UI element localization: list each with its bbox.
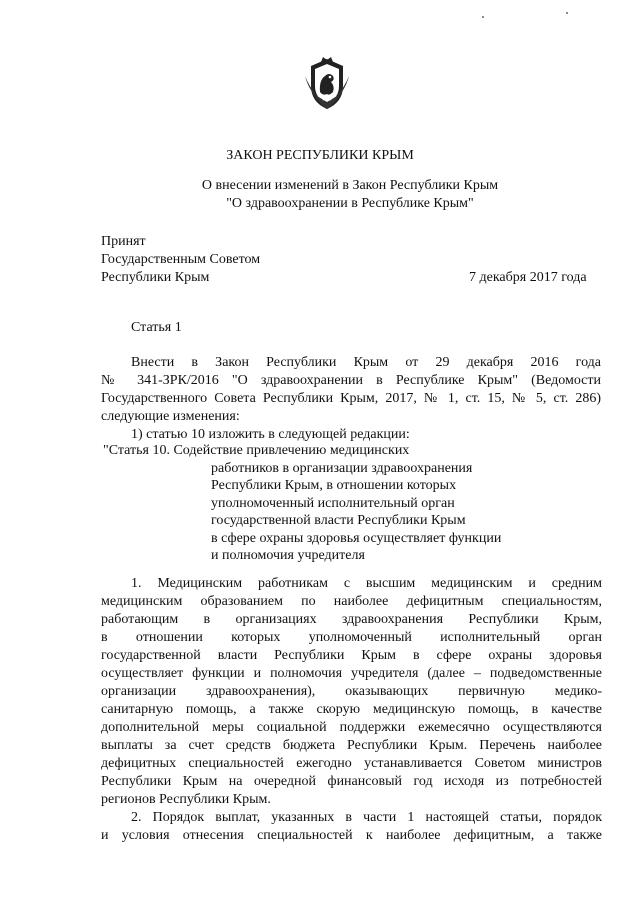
law-subtitle-line-1: О внесении изменений в Закон Республики Крым: [201, 178, 499, 193]
scan-speck: [482, 16, 484, 18]
paragraph-line: государственной власти Республики Крым в сфере охраны здоровья: [101, 648, 602, 663]
paragraph-line: санитарную помощь, а также скорую медицинскую помощь, в качестве: [101, 702, 602, 717]
adopted-by-council: Государственным Советом: [101, 252, 261, 267]
paragraph-line: Республики Крым на очередной финансовый год исходя из потребностей: [101, 774, 602, 789]
article-10-title-line: и полномочия учредителя: [211, 548, 365, 563]
paragraph-line: дефицитных специальностей ежегодно устанавливается Советом министров: [101, 756, 602, 771]
paragraph-line: осуществляет функции и полномочия учредителя (далее – подведомственные: [101, 666, 602, 681]
article-10-title-line: "Статья 10. Содействие привлечению медицинских: [103, 443, 410, 458]
law-subtitle-line-2: "О здравоохранении в Республике Крым": [226, 196, 474, 211]
article-10-title: [103, 442, 501, 565]
paragraph-line: следующие изменения:: [101, 409, 240, 424]
paragraph-line: дополнительной меры социальной поддержки ежемесячно осуществляются: [101, 720, 602, 735]
amendment-item-1: 1) статью 10 изложить в следующей редакции:: [131, 427, 410, 442]
article-10-title-line: уполномоченный исполнительный орган: [211, 495, 455, 511]
paragraph-line: 1. Медицинским работникам с высшим медицинским и средним: [131, 576, 602, 591]
scan-speck: [566, 12, 568, 14]
paragraph-line: 2. Порядок выплат, указанных в части 1 настоящей статьи, порядок: [131, 810, 602, 825]
article-10-title-line: Республики Крым, в отношении которых: [211, 478, 457, 493]
article-10-part-2: [101, 809, 602, 845]
adopted-by-republic: Республики Крым: [101, 270, 210, 285]
paragraph-line: в отношении которых уполномоченный исполнительный орган: [101, 630, 602, 645]
paragraph-line: Государственного Совета Республики Крым, 2017, № 1, ст. 15, № 5, ст. 286): [101, 391, 601, 406]
paragraph-line: выплаты за счет средств бюджета Республики Крым. Перечень наиболее: [101, 738, 602, 753]
paragraph-line: организации здравоохранения), оказывающих первичную медико-: [101, 684, 602, 699]
article-10-title-line: государственной власти Республики Крым: [211, 513, 466, 528]
adoption-date: 7 декабря 2017 года: [469, 270, 587, 285]
adopted-label: Принят: [101, 234, 146, 249]
paragraph-line: и условия отнесения специальностей к наиболее дефицитным, а также: [101, 828, 602, 843]
article-10-title-line: работников в организации здравоохранения: [211, 460, 473, 476]
article-10-title-line: в сфере охраны здоровья осуществляет функции: [211, 530, 502, 546]
paragraph-line: медицинским образованием по наиболее дефицитным специальностям,: [101, 594, 602, 609]
paragraph-line: Внести в Закон Республики Крым от 29 декабря 2016 года: [131, 355, 601, 370]
paragraph-line: работающим в организациях здравоохранения Республики Крым,: [101, 612, 602, 627]
crimea-coat-of-arms-icon: [303, 56, 351, 112]
article-1-intro: [101, 354, 601, 444]
paragraph-line: регионов Республики Крым.: [101, 792, 271, 807]
law-title: ЗАКОН РЕСПУБЛИКИ КРЫМ: [226, 148, 414, 163]
article-10-part-1: [101, 575, 602, 809]
paragraph-line: № 341-ЗРК/2016 "О здравоохранении в Республике Крым" (Ведомости: [101, 373, 601, 388]
article-1-heading: Статья 1: [131, 320, 182, 335]
